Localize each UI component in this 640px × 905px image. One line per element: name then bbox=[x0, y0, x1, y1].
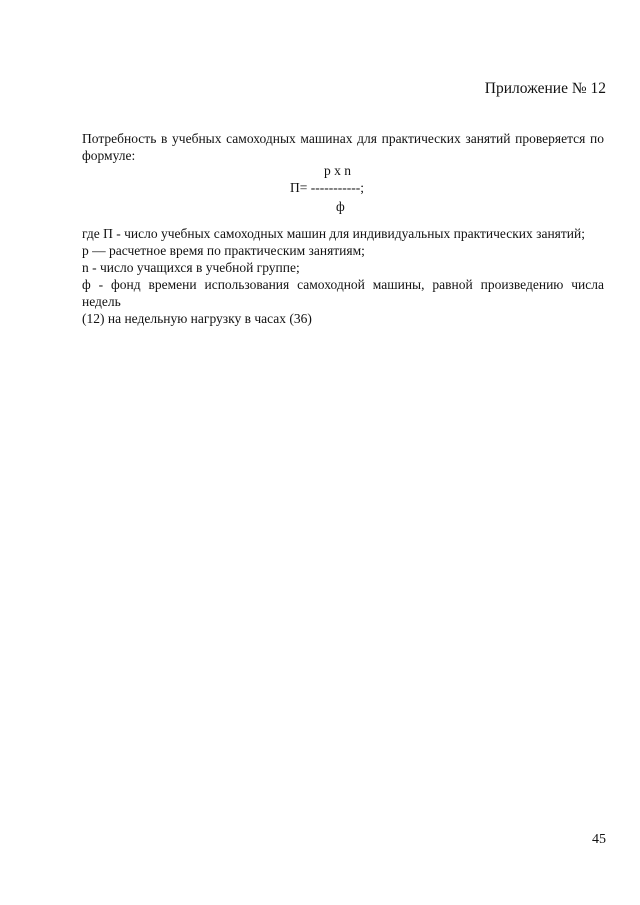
page-number: 45 bbox=[592, 832, 606, 847]
definition-line: ф - фонд времени использования самоходной машины, равной произведению числа bbox=[82, 277, 604, 292]
definition-line: р — расчетное время по практическим занятиям; bbox=[82, 243, 365, 258]
formula-numerator: р х n bbox=[324, 163, 351, 178]
definition-line: n - число учащихся в учебной группе; bbox=[82, 260, 300, 275]
definition-line: (12) на недельную нагрузку в часах (36) bbox=[82, 311, 312, 326]
definitions-block bbox=[82, 225, 604, 327]
formula-denominator: ф bbox=[336, 199, 345, 214]
intro-paragraph: Потребность в учебных самоходных машинах для практических занятий проверяется по формуле: bbox=[82, 131, 604, 163]
formula-lhs-and-fraction-bar: П= -----------; bbox=[290, 180, 364, 195]
appendix-title: Приложение № 12 bbox=[484, 80, 606, 97]
definition-line: где П - число учебных самоходных машин для индивидуальных практических занятий; bbox=[82, 226, 585, 241]
definition-line: недель bbox=[82, 294, 121, 309]
